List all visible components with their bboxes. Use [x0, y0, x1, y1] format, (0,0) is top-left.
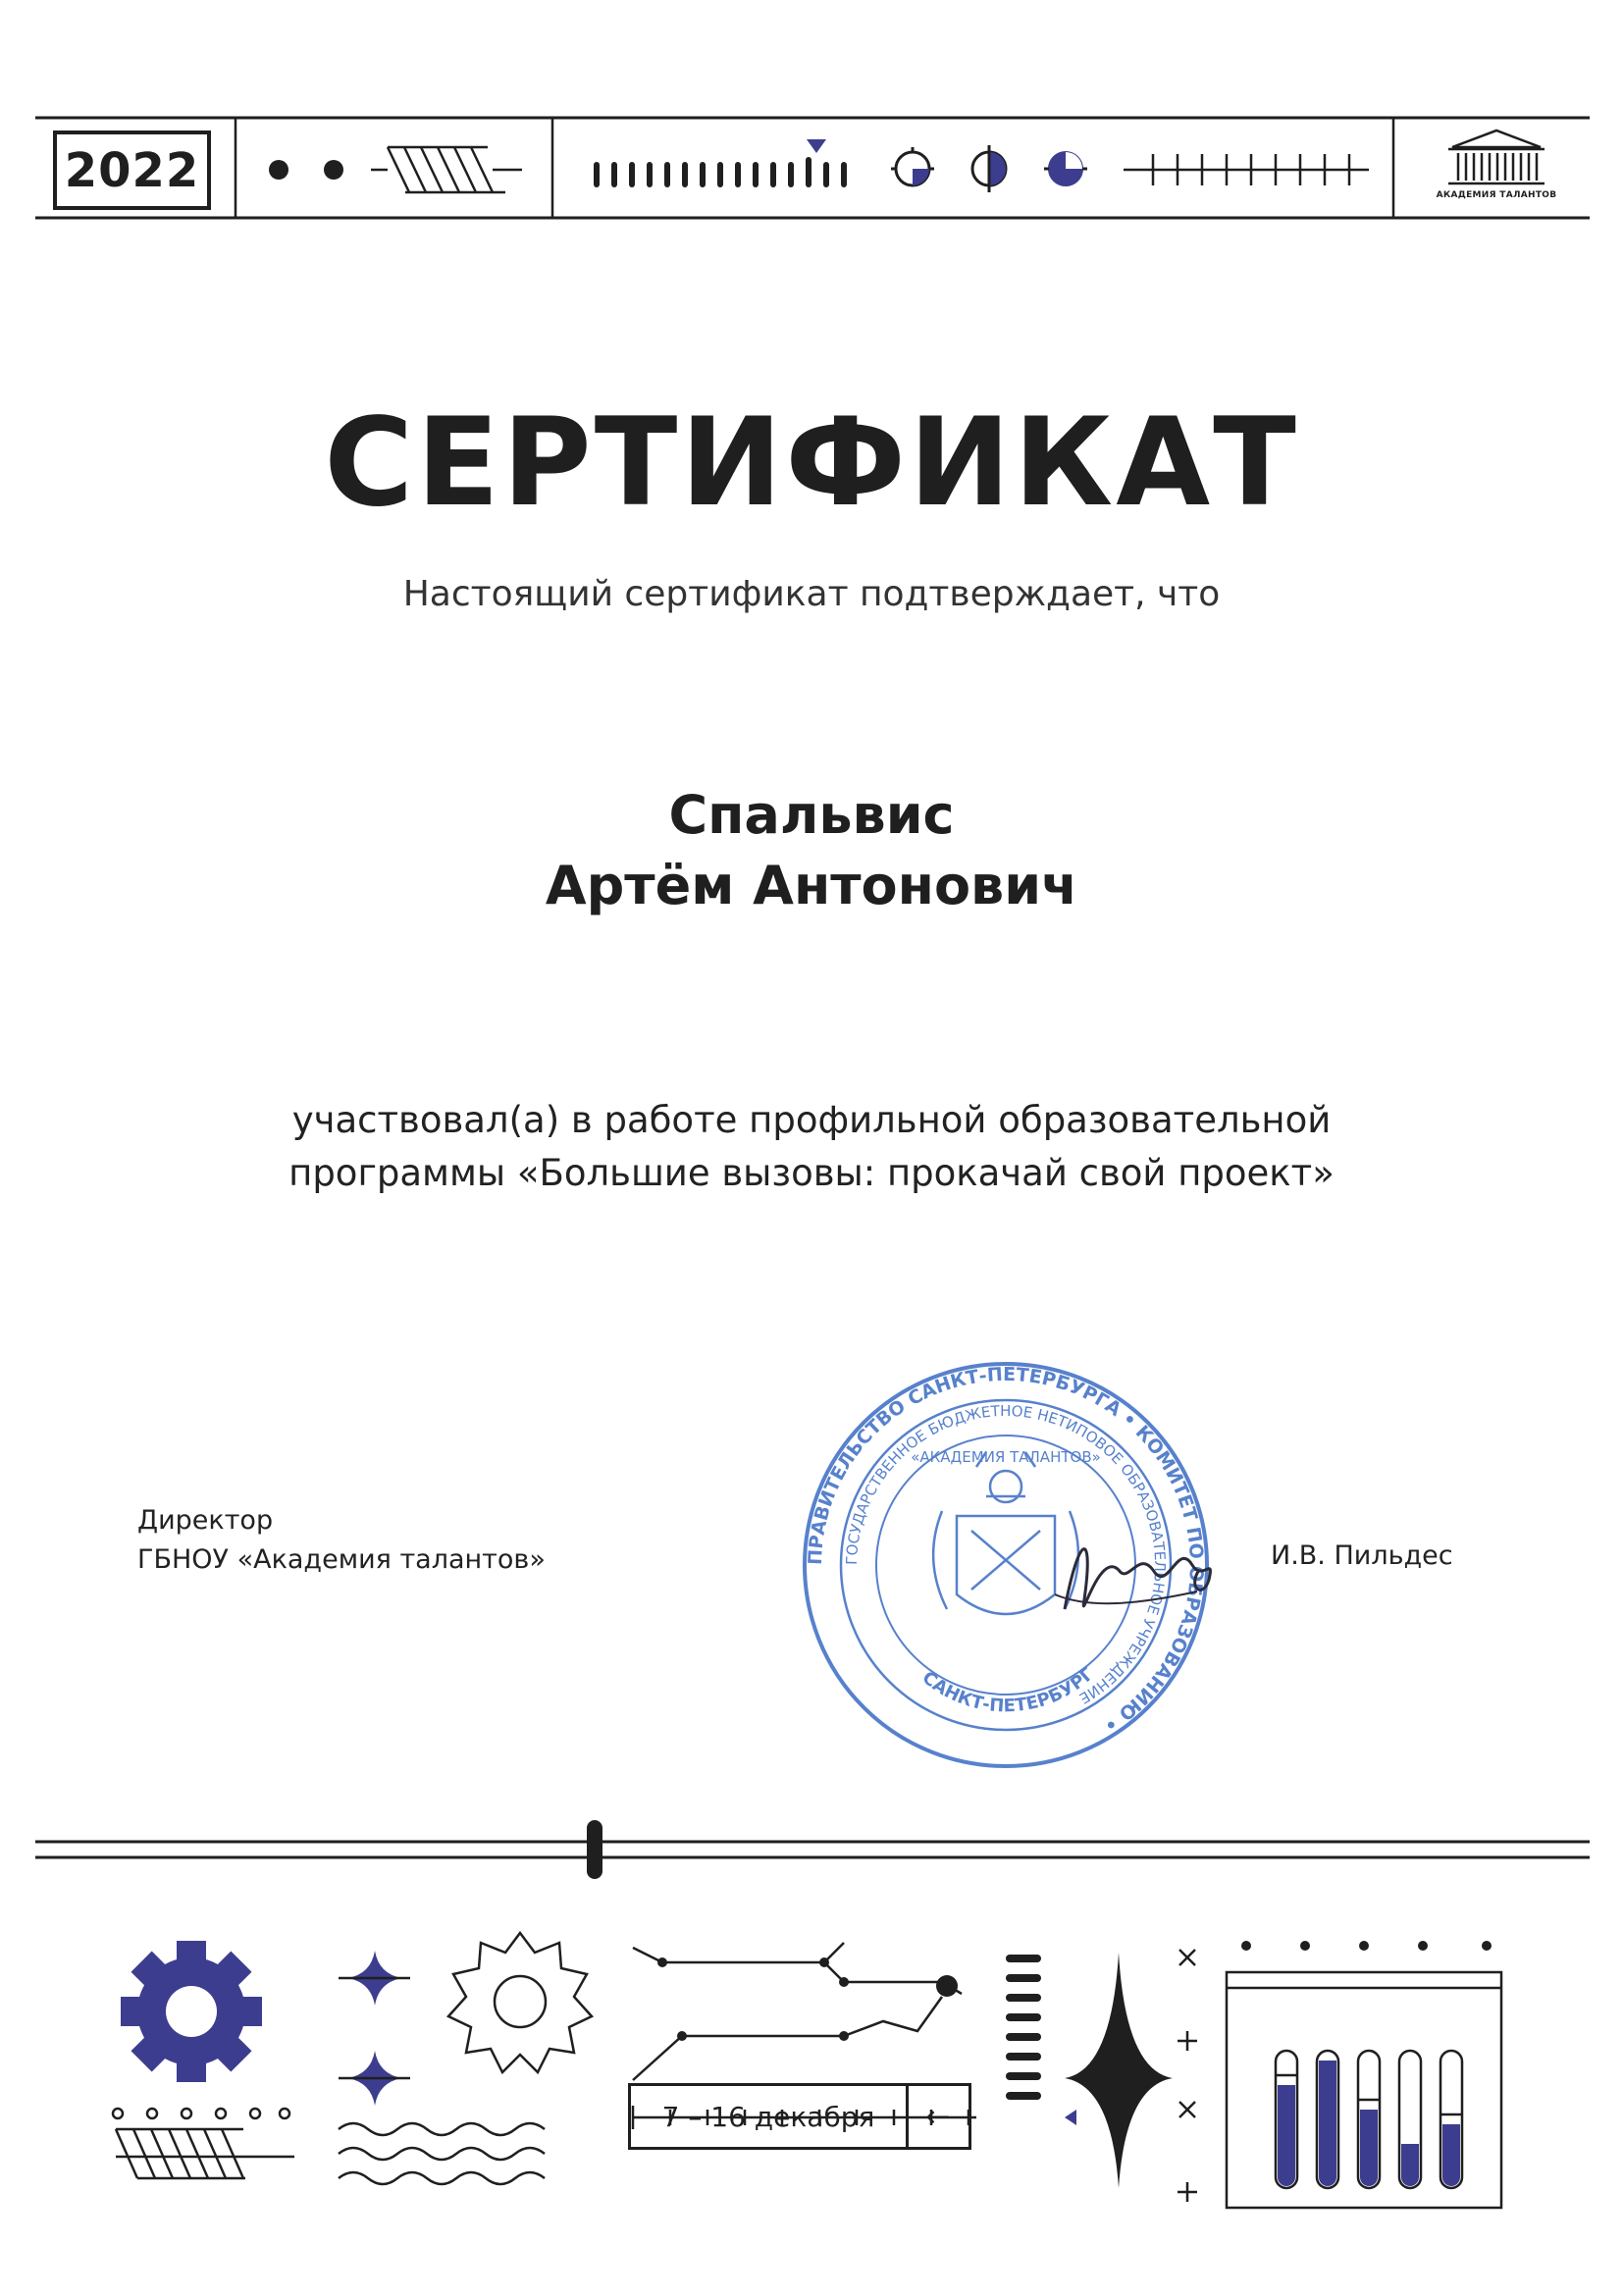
recipient-surname: Спальвис: [668, 784, 955, 846]
stamp-center-text: «АКАДЕМИЯ ТАЛАНТОВ»: [911, 1448, 1101, 1466]
arrow-left-icon: ←: [925, 2099, 951, 2134]
body-line-2: программы «Большие вызовы: прокачай свой проект»: [288, 1152, 1335, 1194]
body-line-1: участвовал(а) в работе профильной образовательной: [291, 1099, 1332, 1141]
stamp-inner-text: ГОСУДАРСТВЕННОЕ БЮДЖЕТНОЕ НЕТИПОВОЕ ОБРАЗОВАТЕЛЬНОЕ УЧРЕЖДЕНИЕ: [842, 1401, 1170, 1708]
sun-icon: [448, 1933, 592, 2072]
stamp-outer-text: ПРАВИТЕЛЬСТВО САНКТ-ПЕТЕРБУРГА • КОМИТЕТ ПО ОБРАЗОВАНИЮ •: [804, 1363, 1208, 1737]
sparkle-icon: [347, 1951, 402, 2106]
recipient-given-names: Артём Антонович: [545, 855, 1078, 916]
stamp-bottom-text: САНКТ-ПЕТЕРБУРГ: [917, 1663, 1099, 1717]
signer-title: Директор: [137, 1505, 274, 1536]
signer-organization: ГБНОУ «Академия талантов»: [137, 1544, 546, 1575]
gear-icon: [121, 1941, 262, 2082]
program-dates: 7 – 16 декабря: [631, 2086, 909, 2147]
logo-caption: АКАДЕМИЯ ТАЛАНТОВ: [1436, 190, 1557, 200]
program-dates-box: [628, 2083, 971, 2150]
signer-name: И.В. Пильдес: [1271, 1540, 1453, 1571]
star-icon: [1065, 1953, 1173, 2188]
year-badge: 2022: [53, 130, 211, 210]
certificate-subtitle: Настоящий сертификат подтверждает, что: [402, 574, 1221, 614]
certificate-title: СЕРТИФИКАТ: [324, 392, 1299, 534]
